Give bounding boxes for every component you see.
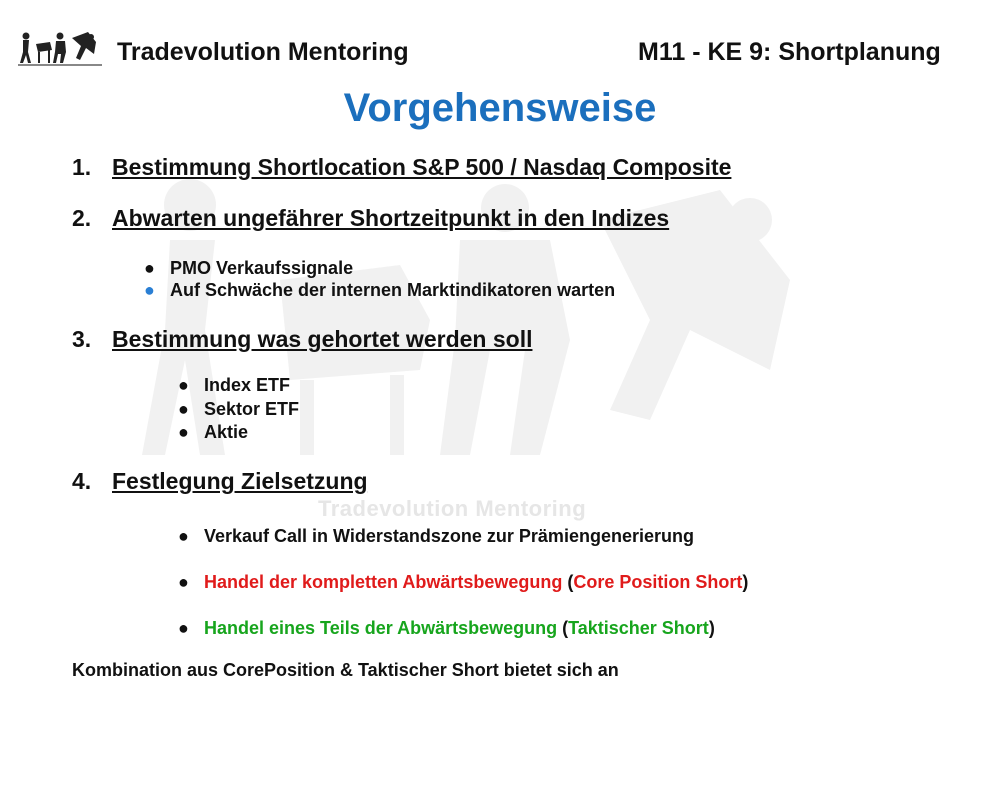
conclusion-text: Kombination aus CorePosition & Taktischer Short bietet sich an: [72, 660, 619, 680]
list-item: ● Handel der kompletten Abwärtsbewegung (Core Position Short): [178, 572, 749, 592]
step-3-number: 3.: [72, 326, 92, 352]
step-2-bullets: [144, 257, 616, 301]
bullet-dot-icon: ●: [178, 375, 189, 395]
step-2-number: 2.: [72, 205, 92, 231]
step-3-heading: Bestimmung was gehortet werden soll: [112, 326, 533, 352]
list-item: ● Sektor ETF: [204, 398, 299, 422]
step-4-number: 4.: [72, 468, 92, 494]
list-item: ● Auf Schwäche der internen Marktindikatoren warten: [144, 280, 616, 300]
list-item: ● Handel eines Teils der Abwärtsbewegung (Taktischer Short): [178, 618, 715, 638]
list-item: ● Index ETF: [204, 374, 299, 398]
module-title: M11 - KE 9: Shortplanung: [638, 38, 941, 66]
bullet-dot-icon: ●: [178, 618, 189, 638]
goal-tactical-short: Handel eines Teils der Abwärtsbewegung: [204, 618, 558, 638]
brand-title: Tradevolution Mentoring: [117, 38, 409, 66]
step-1-number: 1.: [72, 154, 92, 180]
step-4-bullets: [178, 525, 749, 663]
list-item: ● PMO Verkaufssignale: [144, 258, 354, 278]
bullet-dot-icon: ●: [144, 280, 155, 300]
bullet-dot-icon: ●: [178, 572, 189, 592]
tactical-short-label: Taktischer Short: [568, 618, 709, 638]
bullet-dot-icon: ●: [144, 258, 155, 278]
step-4-heading: Festlegung Zielsetzung: [112, 468, 368, 494]
goal-core-position: Handel der kompletten Abwärtsbewegung: [204, 572, 563, 592]
list-item: ● Verkauf Call in Widerstandszone zur Prämiengenerierung: [178, 526, 694, 546]
tradevolution-logo: [18, 28, 102, 70]
bullet-dot-icon: ●: [178, 398, 189, 419]
list-item: ● Aktie: [204, 421, 299, 445]
watermark-text: Tradevolution Mentoring: [318, 496, 587, 521]
bullet-dot-icon: ●: [178, 422, 189, 442]
bullet-dot-icon: ●: [178, 526, 189, 546]
page-title: Vorgehensweise: [343, 86, 657, 130]
step-1-heading: Bestimmung Shortlocation S&P 500 / Nasdaq Composite: [112, 154, 732, 180]
step-2-heading: Abwarten ungefährer Shortzeitpunkt in den Indizes: [112, 205, 670, 231]
core-position-label: Core Position Short: [573, 572, 743, 592]
step-3-bullets: [178, 374, 300, 445]
